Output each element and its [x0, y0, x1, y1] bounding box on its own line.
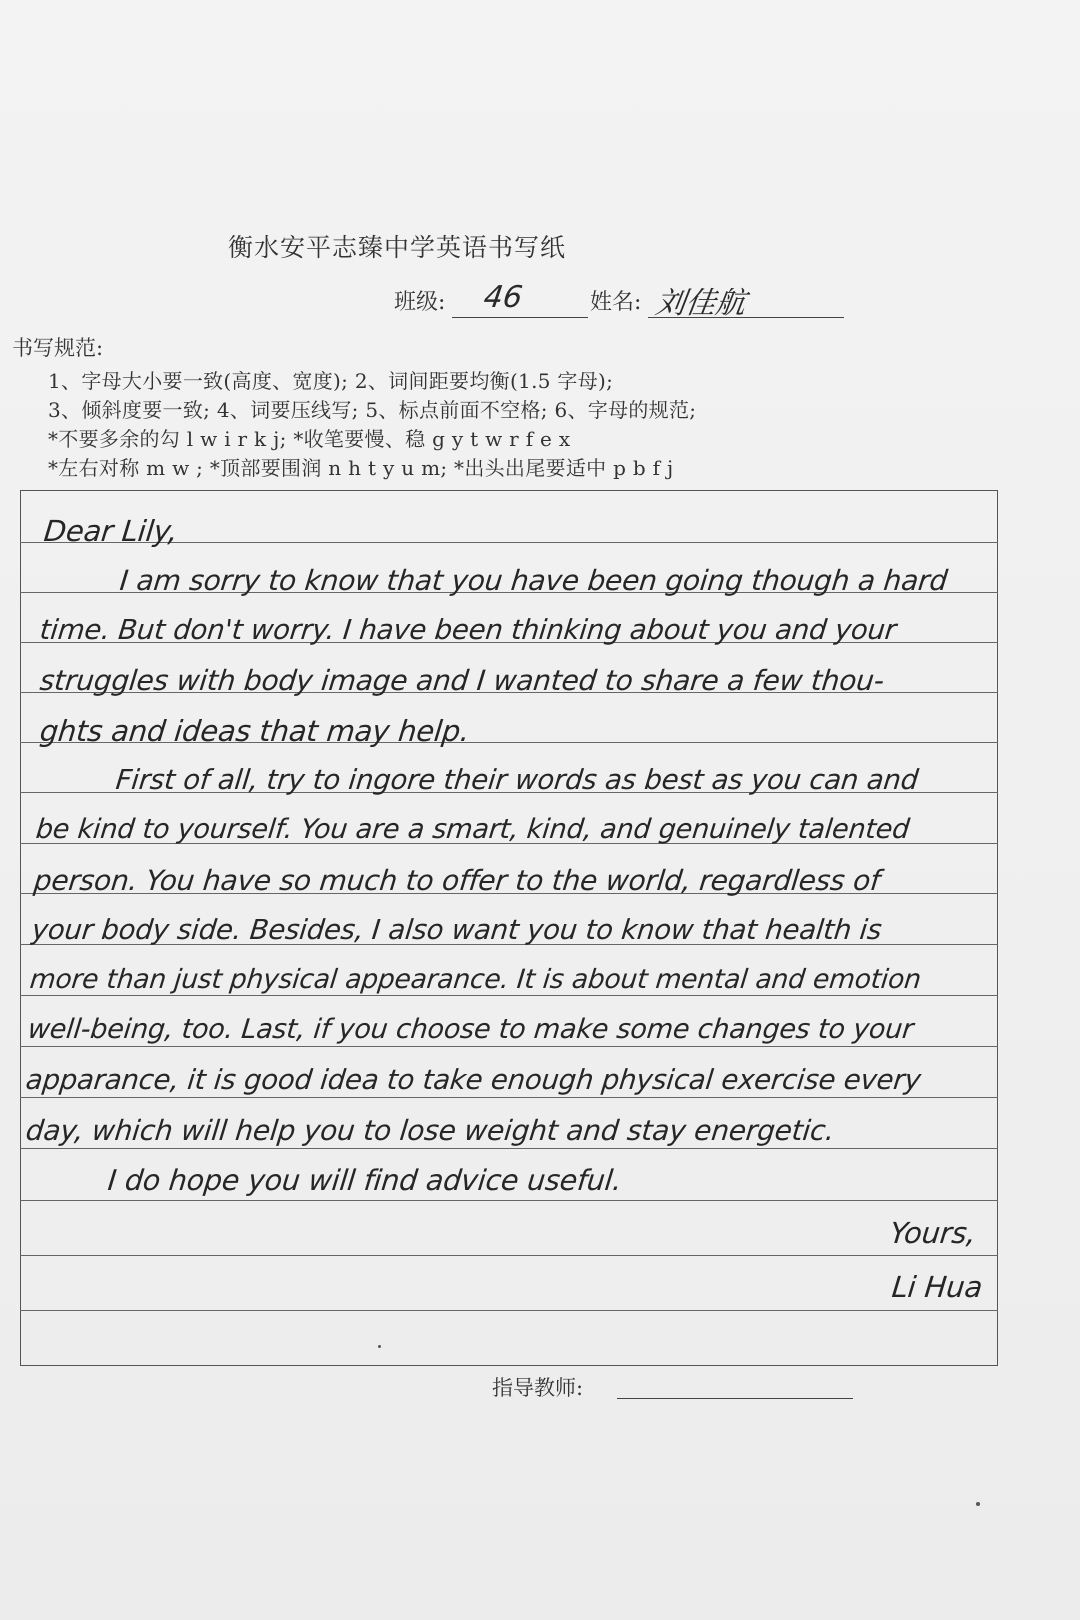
rule-line: 1、字母大小要一致(高度、宽度); 2、词间距要均衡(1.5 字母); — [48, 369, 614, 393]
letter-line: time. But don't worry. I have been thinking about you and your — [38, 614, 898, 646]
letter-line: person. You have so much to offer to the world, regardless of — [32, 864, 882, 897]
letter-line: well-being, too. Last, if you choose to make some changes to your — [26, 1014, 915, 1045]
letter-line: your body side. Besides, I also want you to know that health is — [30, 914, 884, 946]
ruled-line — [20, 1255, 998, 1256]
letter-line: day, which will help you to lose weight and stay energetic. — [24, 1114, 836, 1147]
teacher-label: 指导教师: — [492, 1376, 584, 1400]
ruled-line — [20, 1200, 998, 1201]
letter-line: apparance, it is good idea to take enough physical exercise every — [24, 1064, 923, 1096]
letter-line: struggles with body image and I wanted to share a few thou- — [38, 664, 886, 697]
name-value: 刘佳航 — [653, 286, 748, 321]
letter-line: I am sorry to know that you have been going though a hard — [118, 564, 949, 597]
rule-line: *不要多余的勾 l w i r k j; *收笔要慢、稳 g y t w r f e x — [48, 427, 571, 451]
ruled-line — [20, 1148, 998, 1149]
paper-speck — [378, 1345, 381, 1348]
rules-heading: 书写规范: — [12, 336, 104, 360]
class-label: 班级: — [394, 290, 446, 315]
letter-closing: Yours, — [888, 1216, 978, 1250]
rule-line: *左右对称 m w ; *顶部要围润 n h t y u m; *出头出尾要适中 p b f j — [48, 456, 674, 480]
letter-line: I do hope you will find advice useful. — [106, 1164, 624, 1197]
ruled-line — [20, 1046, 998, 1047]
ruled-line — [20, 1310, 998, 1311]
ruled-line — [20, 1097, 998, 1098]
letter-line: be kind to yourself. You are a smart, kind, and genuinely talented — [34, 814, 911, 845]
teacher-blank — [617, 1368, 853, 1399]
rule-line: 3、倾斜度要一致; 4、词要压线写; 5、标点前面不空格; 6、字母的规范; — [48, 398, 697, 422]
letter-signature: Li Hua — [890, 1270, 984, 1304]
name-label: 姓名: — [590, 290, 642, 315]
ruled-line — [20, 995, 998, 996]
letter-line: Dear Lily, — [42, 514, 180, 548]
letter-line: First of all, try to ingore their words as best as you can and — [114, 764, 920, 796]
letter-line: ghts and ideas that may help. — [38, 714, 472, 748]
paper-speck — [976, 1502, 980, 1506]
page-title: 衡水安平志臻中学英语书写纸 — [228, 233, 567, 262]
letter-line: more than just physical appearance. It is about mental and emotion — [28, 964, 923, 995]
class-value: 46 — [481, 280, 525, 315]
